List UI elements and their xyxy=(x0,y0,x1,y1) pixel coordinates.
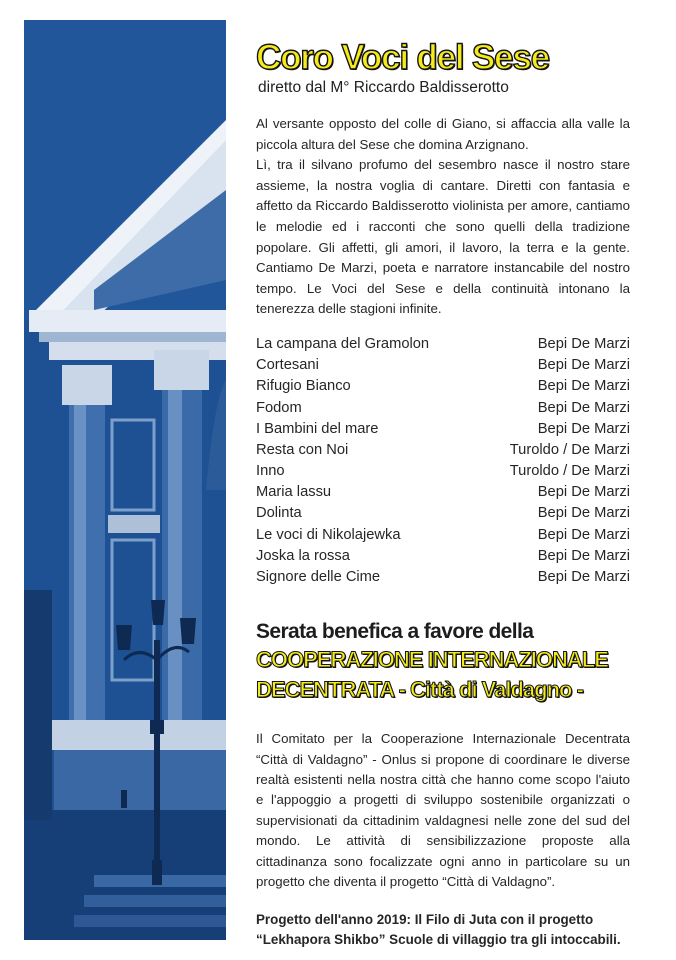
benefit-section xyxy=(256,618,630,950)
song-item xyxy=(256,376,630,397)
cooperation-title-line2: DECENTRATA - Città di Valdagno - xyxy=(256,677,583,703)
song-item xyxy=(256,482,630,503)
song-title: Rifugio Bianco xyxy=(256,378,351,395)
song-item xyxy=(256,525,630,546)
song-title: La campana del Gramolon xyxy=(256,335,430,352)
song-title: Resta con Noi xyxy=(256,441,349,458)
song-title: Signore delle Cime xyxy=(256,569,381,585)
song-author: Turoldo / De Marzi xyxy=(509,441,630,458)
intro-paragraph: Lì, tra il silvano profumo del sesembro nasce il nostro stare assieme, la nostra voglia di cantare. Diretti con fantasia e affetto da Riccardo Baldisserotto violinista per amore, cantiamo le melodie ed i racconti che sono quelli della tradizione popolare. Gli affetti, gli amori, il lavoro, la terra e la gente. Cantiamo De Marzi, poeta e narratore instancabile del nostro tempo. Le Voci del Sese e della continuità intonano la tenerezza delle stagioni infinite. xyxy=(256,157,630,317)
project-line: Progetto dell'anno 2019: Il Filo di Juta con il progetto xyxy=(256,912,594,928)
song-item xyxy=(256,440,630,461)
song-item xyxy=(256,419,630,440)
intro-paragraph: Al versante opposto del colle di Giano, si affaccia alla valle la piccola altura del Sese che domina Arzignano. xyxy=(256,116,630,152)
song-item xyxy=(256,461,630,482)
committee-description: Il Comitato per la Cooperazione Internazionale Decentrata “Città di Valdagno” - Onlus si propone di coordinare le diverse realtà esistenti nella nostra città che hanno come scopo l'aiuto e l'appoggio a progetti di sviluppo sostenibile organizzati o supervisionati da cittadinim valdagnesi nelle zone del sud del mondo. Le attività di sensibilizzazione proposte alla cittadinanza sono focalizzate ogni anno in particolare su un progetto che diventa il progetto “Città di Valdagno”. xyxy=(256,731,630,890)
song-title: I Bambini del mare xyxy=(256,420,379,437)
song-item xyxy=(256,546,630,567)
song-author: Bepi De Marzi xyxy=(537,484,630,501)
cooperation-title-line1: COOPERAZIONE INTERNAZIONALE xyxy=(256,647,608,673)
song-item xyxy=(256,567,630,588)
song-author: Bepi De Marzi xyxy=(537,505,630,522)
song-author: Bepi De Marzi xyxy=(537,357,630,374)
project-line: “Lekhapora Shikbo” Scuole di villaggio tra gli intoccabili. xyxy=(256,932,621,948)
choir-title: Coro Voci del Sese xyxy=(256,38,549,77)
song-item xyxy=(256,355,630,376)
conductor-subtitle: diretto dal M° Riccardo Baldisserotto xyxy=(258,79,509,96)
song-author: Bepi De Marzi xyxy=(537,399,630,416)
song-item xyxy=(256,334,630,355)
song-author: Bepi De Marzi xyxy=(537,547,630,564)
song-author: Turoldo / De Marzi xyxy=(509,463,630,480)
benefit-heading: Serata benefica a favore della xyxy=(256,620,534,644)
song-title: Inno xyxy=(256,463,285,480)
song-author: Bepi De Marzi xyxy=(537,526,630,543)
song-list xyxy=(256,334,630,588)
song-title: Dolinta xyxy=(256,505,302,522)
church-photo xyxy=(24,20,226,940)
song-title: Cortesani xyxy=(256,357,319,374)
song-author: Bepi De Marzi xyxy=(537,378,630,395)
song-title: Fodom xyxy=(256,399,302,416)
song-item xyxy=(256,503,630,524)
song-item xyxy=(256,398,630,419)
song-title: Maria lassu xyxy=(256,484,332,501)
intro-text xyxy=(256,114,630,320)
song-author: Bepi De Marzi xyxy=(537,420,630,437)
song-author: Bepi De Marzi xyxy=(537,335,630,352)
song-title: Joska la rossa xyxy=(256,547,350,564)
content-column xyxy=(256,38,630,950)
song-author: Bepi De Marzi xyxy=(537,569,630,585)
song-title: Le voci di Nikolajewka xyxy=(256,526,401,543)
